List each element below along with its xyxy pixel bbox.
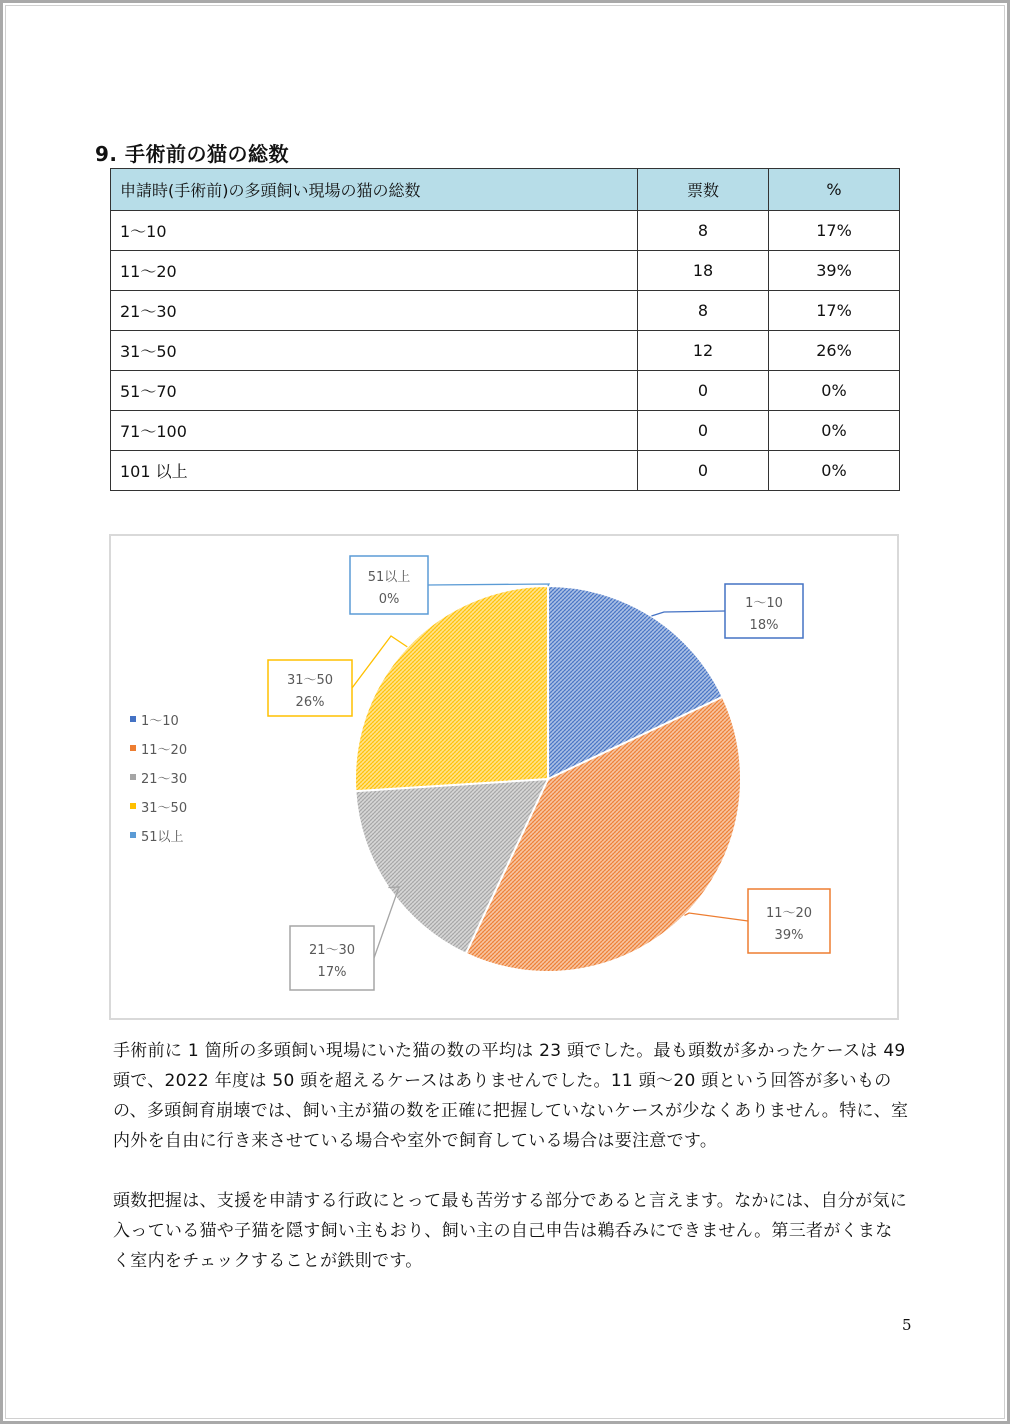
cell-range: 1〜10 [111,211,638,251]
paragraph-counting: 頭数把握は、支援を申請する行政にとって最も苦労する部分であると言えます。なかには、自分が気に入っている猫や子猫を隠す飼い主もおり、飼い主の自己申告は鵜呑みにできません。第三者がくまなく室内をチェックすることが鉄則です。 [113,1191,908,1271]
legend-swatch [130,832,136,838]
data-label-category: 21〜30 [308,943,356,958]
page-number: 5 [902,1316,912,1334]
table-row [111,291,900,331]
cell-votes: 0 [638,371,769,411]
table-row [111,331,900,371]
cell-range: 21〜30 [111,291,638,331]
cell-percent: 26% [769,331,900,371]
data-label-value: 26% [295,695,325,710]
table-row [111,451,900,491]
cell-range: 31〜50 [111,331,638,371]
column-header-votes: 票数 [638,169,769,211]
section-title: 9. 手術前の猫の総数 [95,142,289,166]
cell-percent: 17% [769,291,900,331]
legend-entry: 11〜20 [141,743,188,758]
cell-percent: 0% [769,411,900,451]
table-row [111,251,900,291]
legend-swatch [130,774,136,780]
leader-line-5 [428,584,549,586]
data-label-box-3 [290,926,374,990]
cell-percent: 0% [769,451,900,491]
table-row [111,211,900,251]
column-header-percent: % [769,169,900,211]
leader-line-2 [684,913,748,921]
pie-slice-4 [355,586,548,791]
pie-chart-canvas [111,536,897,1018]
leader-line-1 [651,611,725,616]
legend-swatch [130,803,136,809]
legend-swatch [130,745,136,751]
table-row [111,411,900,451]
cell-votes: 12 [638,331,769,371]
table-header-row [111,169,900,211]
data-label-value: 17% [317,965,347,980]
cell-votes: 8 [638,211,769,251]
data-label-category: 51以上 [367,570,411,585]
data-label-value: 0% [378,592,400,607]
legend-swatch [130,716,136,722]
legend-entry: 1〜10 [141,714,179,729]
cell-range: 51〜70 [111,371,638,411]
cell-range: 101 以上 [111,451,638,491]
data-label-category: 31〜50 [286,673,334,688]
legend-entry: 31〜50 [141,801,188,816]
legend-entry: 21〜30 [141,772,188,787]
cell-percent: 0% [769,371,900,411]
cell-votes: 0 [638,411,769,451]
cell-percent: 17% [769,211,900,251]
column-header-range: 申請時(手術前)の多頭飼い現場の猫の総数 [111,169,638,211]
cell-votes: 0 [638,451,769,491]
paragraph-average: 手術前に 1 箇所の多頭飼い現場にいた猫の数の平均は 23 頭でした。最も頭数が多かったケースは 49 頭で、2022 年度は 50 頭を超えるケースはありませんでした。11 頭〜20 頭という回答が多いものの、多頭飼育崩壊では、飼い主が猫の数を正確に把握していないケースが少なくありません。特に、室内外を自由に行き来させている場合や室外で飼育している場合は要注意です。 [113,1041,909,1151]
cell-votes: 8 [638,291,769,331]
data-label-box-2 [748,889,830,953]
cell-votes: 18 [638,251,769,291]
data-label-category: 1〜10 [745,596,783,611]
data-label-category: 11〜20 [765,906,813,921]
pie-chart [109,534,899,1020]
cell-range: 71〜100 [111,411,638,451]
legend-entry: 51以上 [141,830,184,845]
table-row [111,371,900,411]
cell-range: 11〜20 [111,251,638,291]
leader-line-3 [374,887,399,958]
cat-count-table [110,168,900,491]
data-label-value: 18% [749,618,779,633]
cell-percent: 39% [769,251,900,291]
data-label-value: 39% [774,928,804,943]
